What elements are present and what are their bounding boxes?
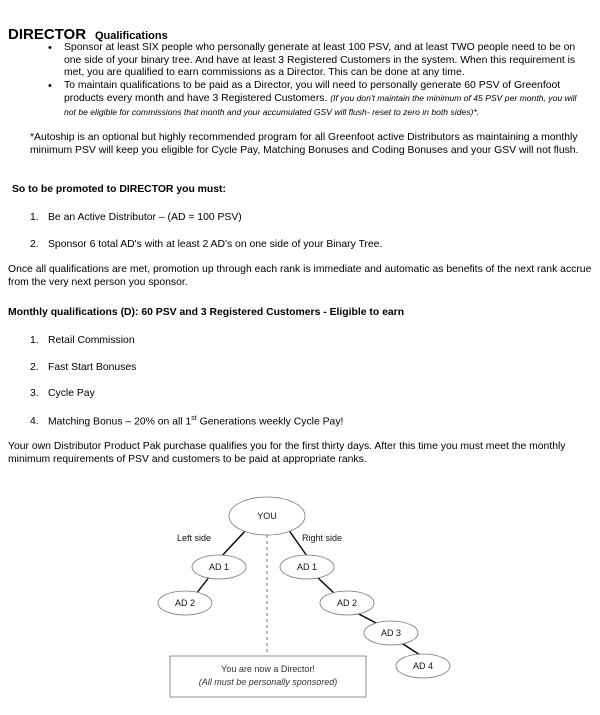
monthly-item-3: 3. Cycle Pay [30, 388, 95, 399]
director-box-line-1: You are now a Director! [221, 664, 315, 674]
svg-text:AD 2: AD 2 [174, 598, 196, 608]
title-main: DIRECTOR [8, 26, 87, 43]
monthly-heading: Monthly qualifications (D): 60 PSV and 3 Registered Customers - Eligible to earn [8, 307, 405, 318]
monthly-item-1: 1. Retail Commission [30, 335, 135, 346]
edge-right1-right2 [317, 577, 335, 594]
svg-text:AD 2: AD 2 [336, 598, 358, 608]
svg-text:AD 4: AD 4 [412, 661, 434, 671]
svg-text:AD 1: AD 1 [296, 562, 318, 572]
svg-text:YOU: YOU [257, 511, 277, 521]
monthly-item-2: 2. Fast Start Bonuses [30, 362, 137, 373]
title-sub: Qualifications [94, 30, 168, 42]
autoship-note: *Autoship is an optional but highly recommended program for all Greenfoot active Distributors as maintaining a monthly minimum PSV will keep you eligible for Cycle Pay, Matching Bonuses and Coding Bonuses and your GSV will not flush. [30, 132, 579, 156]
promotion-step-1: 1. Be an Active Distributor – (AD = 100 PSV) [30, 212, 242, 223]
bullet-italic-note: (If you don't maintain the minimum of 45 PSV per month, you will not be eligible for commissions that month and your accumulated GSV will flush- reset to zero in both sides)*. [64, 93, 577, 117]
edge-you-left [219, 529, 247, 559]
bullet-item-1: • Sponsor at least SIX people who personally generate at least 100 PSV, and at least TWO people need to be on one side of your binary tree. And have at least 3 Registered Customers in the system. When this requirement is met, you are qualified to earn commissions as a Director. This can be done at any time. [46, 42, 586, 80]
promotion-note: Once all qualifications are met, promotion up through each rank is immediate and automatic as benefits of the next rank accrue from the very next person you sponsor. [8, 264, 592, 288]
bullet-item-2: • To maintain qualifications to be paid as a Director, you will need to personally generate 60 PSV of Greenfoot products every month and have 3 Registered Customers. (If you don't maintain the minimum of 45 PSV per month, you will not be eligible for commissions that month and your accumulated GSV will flush- reset to zero in both sides)*. [46, 80, 586, 120]
edge-left1-left2 [196, 576, 210, 594]
right-side-label: Right side [301, 533, 343, 543]
monthly-item-4: 4. Matching Bonus – 20% on all 1st Generations weekly Cycle Pay! [30, 415, 344, 428]
promotion-step-2: 2. Sponsor 6 total AD's with at least 2 AD's on one side of your Binary Tree. [30, 239, 383, 250]
left-side-label: Left side [176, 533, 212, 543]
promotion-heading: So to be promoted to DIRECTOR you must: [12, 184, 226, 195]
product-pak-note: Your own Distributor Product Pak purchase qualifies you for the first thirty days. After this time you must meet the monthly minimum requirements of PSV and customers to be paid at appropriate ranks. [8, 441, 566, 465]
director-box-line-2: (All must be personally sponsored) [198, 677, 338, 687]
svg-text:AD 1: AD 1 [208, 562, 230, 572]
svg-text:AD 3: AD 3 [380, 628, 402, 638]
